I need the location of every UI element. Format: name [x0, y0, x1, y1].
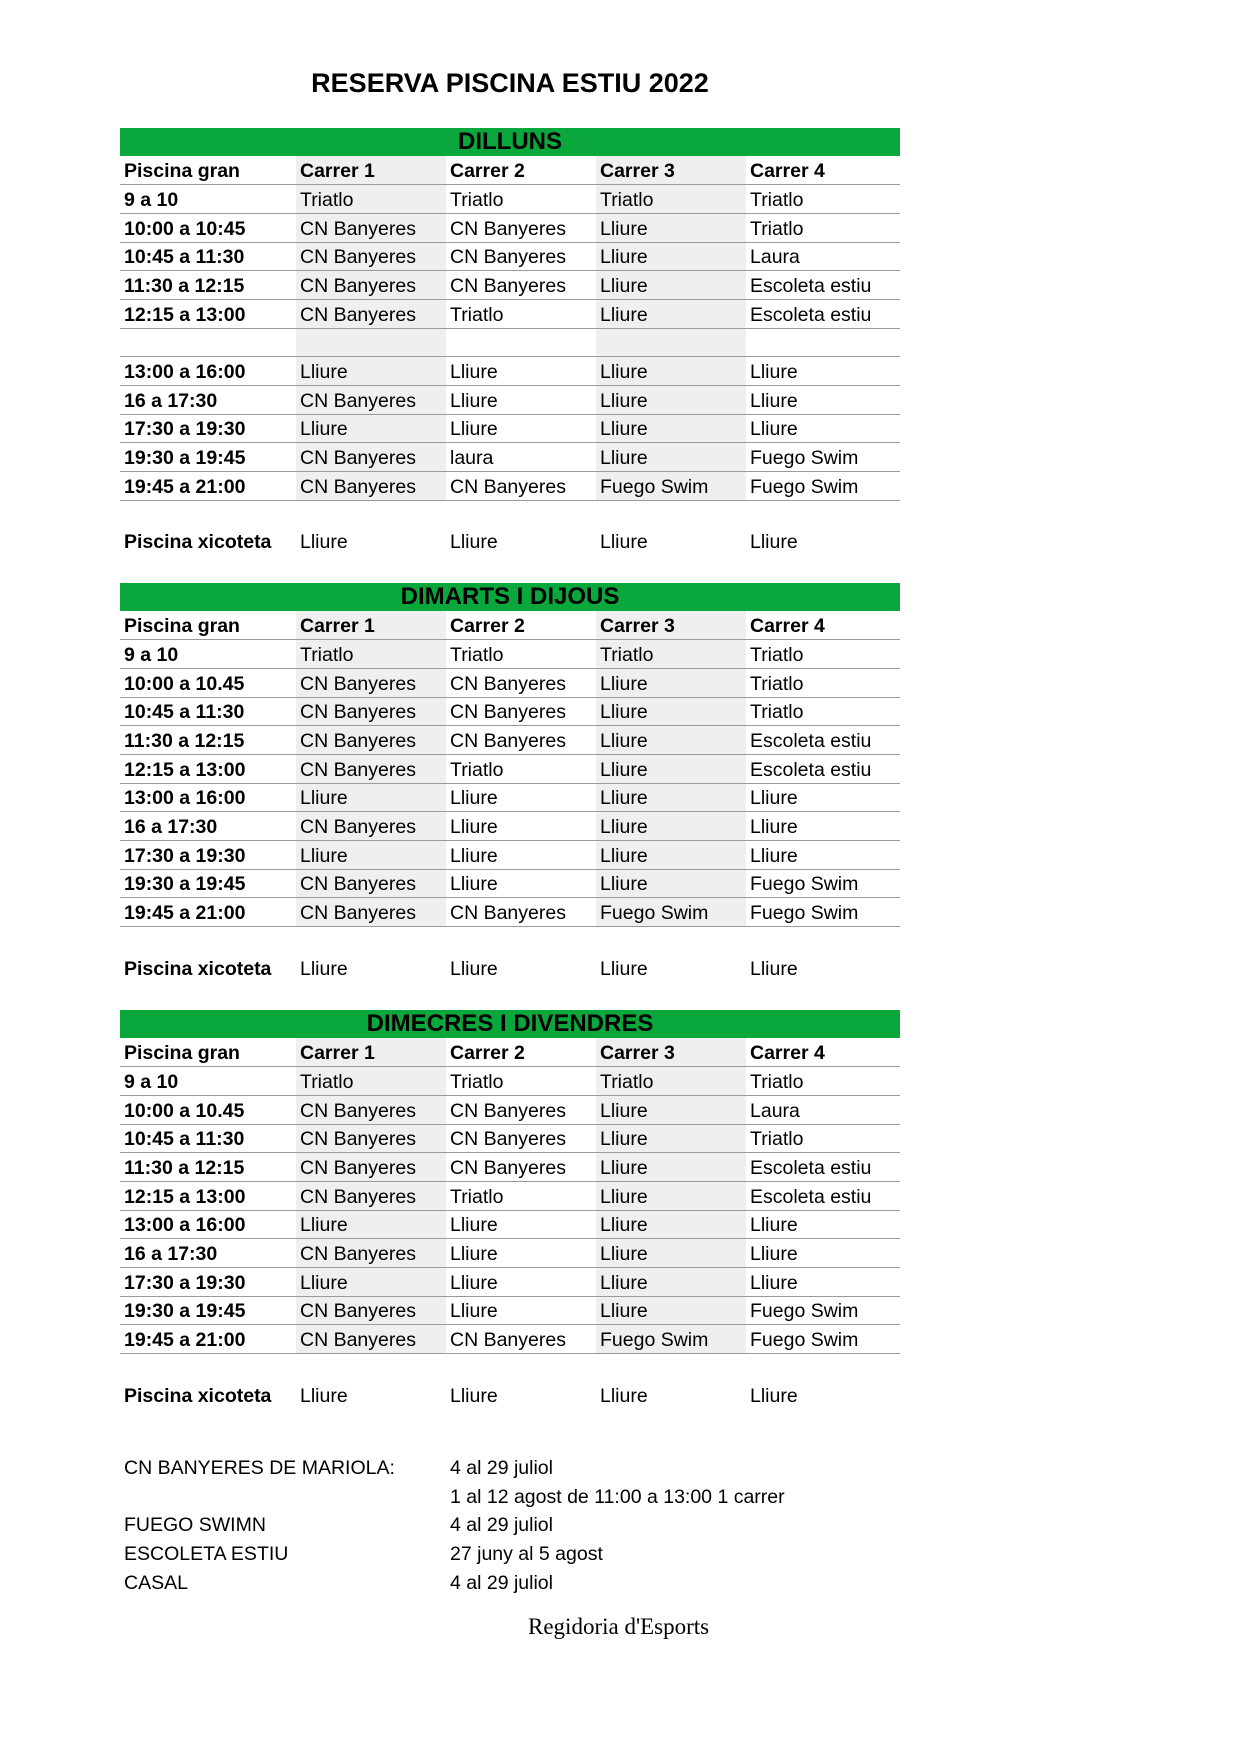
table-row	[120, 299, 900, 328]
lane-cell: Lliure	[596, 726, 746, 755]
small-pool-cell: Lliure	[750, 531, 798, 554]
header-row	[120, 611, 900, 640]
lane-cell: CN Banyeres	[296, 812, 446, 841]
legend-value: 27 juny al 5 agost	[450, 1543, 603, 1566]
section-heading: DIMARTS I DIJOUS	[120, 583, 900, 611]
lane-cell: Lliure	[596, 1210, 746, 1239]
legend-value: 1 al 12 agost de 11:00 a 13:00 1 carrer	[450, 1485, 785, 1508]
lane-cell: Lliure	[596, 841, 746, 870]
column-header: Piscina gran	[120, 156, 296, 185]
small-pool-row	[120, 955, 900, 983]
time-slot-cell: 13:00 a 16:00	[120, 1210, 296, 1239]
lane-cell: Lliure	[596, 1095, 746, 1124]
lane-cell	[746, 328, 900, 357]
table-row	[120, 1181, 900, 1210]
lane-cell: Lliure	[596, 1181, 746, 1210]
lane-cell: CN Banyeres	[296, 213, 446, 242]
lane-cell: Lliure	[746, 1210, 900, 1239]
small-pool-cell: Lliure	[450, 531, 498, 554]
legend-value: 4 al 29 juliol	[450, 1571, 553, 1594]
legend-key: ESCOLETA ESTIU	[124, 1543, 289, 1566]
lane-cell: Triatlo	[596, 640, 746, 669]
table-row	[120, 754, 900, 783]
small-pool-label: Piscina xicoteta	[124, 957, 272, 980]
lane-cell: CN Banyeres	[446, 1325, 596, 1354]
lane-cell	[296, 328, 446, 357]
time-slot-cell: 19:45 a 21:00	[120, 472, 296, 501]
lane-cell: Lliure	[446, 357, 596, 386]
lane-cell: Triatlo	[746, 213, 900, 242]
time-slot-cell: 19:30 a 19:45	[120, 869, 296, 898]
lane-cell: Lliure	[746, 414, 900, 443]
small-pool-cell: Lliure	[600, 957, 648, 980]
lane-cell: CN Banyeres	[296, 271, 446, 300]
lane-cell: Lliure	[296, 783, 446, 812]
lane-cell: CN Banyeres	[296, 1124, 446, 1153]
time-slot-cell: 19:30 a 19:45	[120, 1296, 296, 1325]
lane-cell: Lliure	[446, 783, 596, 812]
table-row	[120, 1325, 900, 1354]
lane-cell: CN Banyeres	[446, 213, 596, 242]
lane-cell: Lliure	[446, 812, 596, 841]
column-header: Piscina gran	[120, 1038, 296, 1067]
lane-cell: Fuego Swim	[746, 869, 900, 898]
small-pool-label: Piscina xicoteta	[124, 531, 272, 554]
lane-cell: Lliure	[746, 812, 900, 841]
small-pool-cell: Lliure	[750, 957, 798, 980]
lane-cell: CN Banyeres	[446, 242, 596, 271]
time-slot-cell: 10:00 a 10.45	[120, 668, 296, 697]
lane-cell: CN Banyeres	[446, 1095, 596, 1124]
lane-cell: Lliure	[446, 386, 596, 415]
table-row	[120, 443, 900, 472]
small-pool-cell: Lliure	[300, 957, 348, 980]
small-pool-label: Piscina xicoteta	[124, 1384, 272, 1407]
lane-cell: Laura	[746, 1095, 900, 1124]
table-row	[120, 1239, 900, 1268]
lane-cell: Triatlo	[446, 754, 596, 783]
table-row	[120, 640, 900, 669]
time-slot-cell: 17:30 a 19:30	[120, 1268, 296, 1297]
table-row	[120, 1296, 900, 1325]
lane-cell: Lliure	[596, 242, 746, 271]
time-slot-cell: 17:30 a 19:30	[120, 414, 296, 443]
lane-cell: Lliure	[746, 386, 900, 415]
time-slot-cell: 9 a 10	[120, 185, 296, 214]
header-row	[120, 1038, 900, 1067]
small-pool-cell: Lliure	[450, 957, 498, 980]
time-slot-cell: 10:45 a 11:30	[120, 1124, 296, 1153]
lane-cell: Lliure	[596, 668, 746, 697]
lane-cell: Lliure	[596, 271, 746, 300]
lane-cell: Lliure	[746, 1268, 900, 1297]
column-header: Carrer 1	[296, 611, 446, 640]
lane-cell: Escoleta estiu	[746, 299, 900, 328]
column-header: Carrer 3	[596, 611, 746, 640]
time-slot-cell: 10:45 a 11:30	[120, 242, 296, 271]
time-slot-cell	[120, 328, 296, 357]
lane-cell: Escoleta estiu	[746, 726, 900, 755]
lane-cell: Lliure	[296, 414, 446, 443]
small-pool-cell: Lliure	[600, 1384, 648, 1407]
lane-cell: Escoleta estiu	[746, 1181, 900, 1210]
column-header: Carrer 2	[446, 611, 596, 640]
table-row	[120, 783, 900, 812]
lane-cell: Lliure	[596, 783, 746, 812]
table-row	[120, 841, 900, 870]
lane-cell: Triatlo	[296, 640, 446, 669]
lane-cell: Triatlo	[296, 185, 446, 214]
legend-value: 4 al 29 juliol	[450, 1514, 553, 1537]
lane-cell: Lliure	[446, 414, 596, 443]
lane-cell: Triatlo	[746, 640, 900, 669]
lane-cell: CN Banyeres	[296, 697, 446, 726]
header-row	[120, 156, 900, 185]
lane-cell: Triatlo	[746, 697, 900, 726]
lane-cell	[446, 328, 596, 357]
legend-value: 4 al 29 juliol	[450, 1457, 553, 1479]
lane-cell: Triatlo	[446, 640, 596, 669]
time-slot-cell: 12:15 a 13:00	[120, 299, 296, 328]
lane-cell: CN Banyeres	[296, 299, 446, 328]
time-slot-cell: 10:45 a 11:30	[120, 697, 296, 726]
lane-cell: Lliure	[596, 1268, 746, 1297]
table-row	[120, 357, 900, 386]
lane-cell: Escoleta estiu	[746, 1153, 900, 1182]
table-row	[120, 1153, 900, 1182]
table-row	[120, 1124, 900, 1153]
lane-cell: Escoleta estiu	[746, 271, 900, 300]
lane-cell: Laura	[746, 242, 900, 271]
small-pool-cell: Lliure	[450, 1384, 498, 1407]
lane-cell: CN Banyeres	[446, 1153, 596, 1182]
small-pool-cell: Lliure	[750, 1384, 798, 1407]
table-row	[120, 668, 900, 697]
lane-cell: Fuego Swim	[746, 1296, 900, 1325]
time-slot-cell: 9 a 10	[120, 1067, 296, 1096]
small-pool-row	[120, 529, 900, 557]
lane-cell: Fuego Swim	[596, 898, 746, 927]
lane-cell: CN Banyeres	[296, 472, 446, 501]
lane-cell: Fuego Swim	[746, 472, 900, 501]
lane-cell: CN Banyeres	[296, 1296, 446, 1325]
lane-cell: CN Banyeres	[296, 443, 446, 472]
lane-cell: Lliure	[596, 697, 746, 726]
lane-cell: Lliure	[446, 1296, 596, 1325]
lane-cell: Lliure	[446, 869, 596, 898]
time-slot-cell: 19:45 a 21:00	[120, 898, 296, 927]
table-row	[120, 1067, 900, 1096]
column-header: Carrer 4	[746, 611, 900, 640]
schedule-table	[120, 156, 900, 501]
schedule-table	[120, 1038, 900, 1354]
lane-cell: CN Banyeres	[296, 1239, 446, 1268]
lane-cell: CN Banyeres	[446, 697, 596, 726]
time-slot-cell: 13:00 a 16:00	[120, 783, 296, 812]
lane-cell: Triatlo	[446, 299, 596, 328]
lane-cell: CN Banyeres	[446, 271, 596, 300]
lane-cell: Lliure	[296, 1268, 446, 1297]
time-slot-cell: 13:00 a 16:00	[120, 357, 296, 386]
schedule-table	[120, 611, 900, 927]
lane-cell: Lliure	[296, 841, 446, 870]
lane-cell: Triatlo	[446, 185, 596, 214]
lane-cell: Lliure	[596, 1124, 746, 1153]
lane-cell: Triatlo	[746, 1067, 900, 1096]
small-pool-cell: Lliure	[600, 531, 648, 554]
lane-cell	[596, 328, 746, 357]
lane-cell: Lliure	[596, 299, 746, 328]
table-row	[120, 472, 900, 501]
column-header: Carrer 4	[746, 156, 900, 185]
lane-cell: Lliure	[596, 1153, 746, 1182]
lane-cell: CN Banyeres	[296, 726, 446, 755]
lane-cell: Lliure	[596, 443, 746, 472]
column-header: Carrer 3	[596, 1038, 746, 1067]
lane-cell: Triatlo	[596, 185, 746, 214]
table-row	[120, 898, 900, 927]
lane-cell: Lliure	[596, 386, 746, 415]
legend-key: FUEGO SWIMN	[124, 1514, 266, 1537]
time-slot-cell: 16 a 17:30	[120, 386, 296, 415]
time-slot-cell: 10:00 a 10.45	[120, 1095, 296, 1124]
time-slot-cell: 9 a 10	[120, 640, 296, 669]
blank-row	[120, 328, 900, 357]
lane-cell: CN Banyeres	[446, 472, 596, 501]
lane-cell: CN Banyeres	[296, 754, 446, 783]
small-pool-cell: Lliure	[300, 1384, 348, 1407]
time-slot-cell: 10:00 a 10:45	[120, 213, 296, 242]
lane-cell: Lliure	[746, 783, 900, 812]
table-row	[120, 1210, 900, 1239]
time-slot-cell: 17:30 a 19:30	[120, 841, 296, 870]
table-row	[120, 1095, 900, 1124]
time-slot-cell: 12:15 a 13:00	[120, 754, 296, 783]
small-pool-cell: Lliure	[300, 531, 348, 554]
lane-cell: CN Banyeres	[446, 1124, 596, 1153]
lane-cell: CN Banyeres	[296, 386, 446, 415]
legend-key: CASAL	[124, 1571, 188, 1594]
lane-cell: Lliure	[446, 841, 596, 870]
lane-cell: Lliure	[446, 1268, 596, 1297]
lane-cell: Fuego Swim	[746, 1325, 900, 1354]
lane-cell: Lliure	[596, 414, 746, 443]
lane-cell: Lliure	[596, 1296, 746, 1325]
table-row	[120, 812, 900, 841]
section-heading: DIMECRES I DIVENDRES	[120, 1010, 900, 1038]
lane-cell: laura	[446, 443, 596, 472]
time-slot-cell: 11:30 a 12:15	[120, 726, 296, 755]
lane-cell: Fuego Swim	[596, 472, 746, 501]
lane-cell: CN Banyeres	[296, 1325, 446, 1354]
section-heading: DILLUNS	[120, 128, 900, 156]
lane-cell: Fuego Swim	[746, 443, 900, 472]
lane-cell: Triatlo	[596, 1067, 746, 1096]
lane-cell: CN Banyeres	[446, 898, 596, 927]
lane-cell: Escoleta estiu	[746, 754, 900, 783]
lane-cell: Triatlo	[446, 1181, 596, 1210]
lane-cell: Triatlo	[446, 1067, 596, 1096]
lane-cell: Lliure	[746, 841, 900, 870]
legend-key: CN BANYERES DE MARIOLA:	[124, 1457, 395, 1479]
lane-cell: Lliure	[296, 357, 446, 386]
lane-cell: Lliure	[446, 1239, 596, 1268]
small-pool-row	[120, 1382, 900, 1410]
lane-cell: CN Banyeres	[296, 242, 446, 271]
lane-cell: Fuego Swim	[746, 898, 900, 927]
lane-cell: Triatlo	[296, 1067, 446, 1096]
lane-cell: Triatlo	[746, 668, 900, 697]
schedule-section	[120, 583, 900, 983]
lane-cell: Lliure	[596, 754, 746, 783]
page-title: RESERVA PISCINA ESTIU 2022	[311, 68, 709, 98]
lane-cell: CN Banyeres	[446, 726, 596, 755]
lane-cell: Lliure	[446, 1210, 596, 1239]
time-slot-cell: 19:30 a 19:45	[120, 443, 296, 472]
time-slot-cell: 11:30 a 12:15	[120, 1153, 296, 1182]
lane-cell: Lliure	[596, 213, 746, 242]
table-row	[120, 697, 900, 726]
column-header: Carrer 2	[446, 156, 596, 185]
schedule-section	[120, 1010, 900, 1410]
time-slot-cell: 16 a 17:30	[120, 1239, 296, 1268]
table-row	[120, 271, 900, 300]
table-row	[120, 726, 900, 755]
lane-cell: CN Banyeres	[296, 1153, 446, 1182]
time-slot-cell: 19:45 a 21:00	[120, 1325, 296, 1354]
lane-cell: Triatlo	[746, 1124, 900, 1153]
table-row	[120, 386, 900, 415]
table-row	[120, 242, 900, 271]
lane-cell: CN Banyeres	[296, 898, 446, 927]
lane-cell: CN Banyeres	[296, 668, 446, 697]
lane-cell: CN Banyeres	[296, 1181, 446, 1210]
lane-cell: Triatlo	[746, 185, 900, 214]
schedule-section	[120, 128, 900, 557]
column-header: Carrer 1	[296, 156, 446, 185]
column-header: Carrer 1	[296, 1038, 446, 1067]
time-slot-cell: 12:15 a 13:00	[120, 1181, 296, 1210]
lane-cell: Lliure	[746, 1239, 900, 1268]
lane-cell: Lliure	[596, 869, 746, 898]
lane-cell: Lliure	[596, 1239, 746, 1268]
column-header: Carrer 3	[596, 156, 746, 185]
lane-cell: Lliure	[596, 812, 746, 841]
column-header: Piscina gran	[120, 611, 296, 640]
table-row	[120, 213, 900, 242]
lane-cell: Fuego Swim	[596, 1325, 746, 1354]
column-header: Carrer 4	[746, 1038, 900, 1067]
lane-cell: Lliure	[596, 357, 746, 386]
table-row	[120, 1268, 900, 1297]
column-header: Carrer 2	[446, 1038, 596, 1067]
lane-cell: CN Banyeres	[296, 869, 446, 898]
time-slot-cell: 16 a 17:30	[120, 812, 296, 841]
lane-cell: Lliure	[746, 357, 900, 386]
lane-cell: CN Banyeres	[446, 668, 596, 697]
time-slot-cell: 11:30 a 12:15	[120, 271, 296, 300]
table-row	[120, 185, 900, 214]
table-row	[120, 869, 900, 898]
lane-cell: CN Banyeres	[296, 1095, 446, 1124]
lane-cell: Lliure	[296, 1210, 446, 1239]
table-row	[120, 414, 900, 443]
footer-text: Regidoria d'Esports	[528, 1614, 710, 1639]
